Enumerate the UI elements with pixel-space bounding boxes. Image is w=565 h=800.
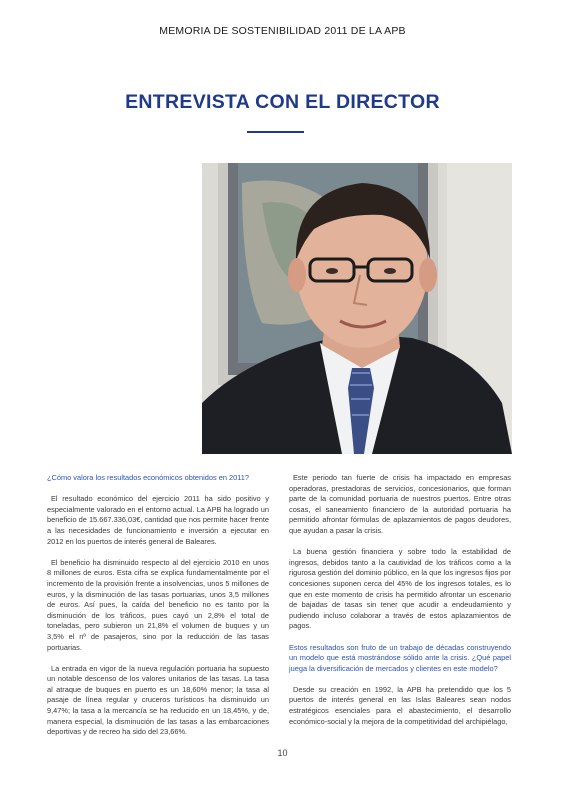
paragraph-crisis-impact: Este periodo tan fuerte de crisis ha impactado en empresas operadoras, prestadoras de servicios, concesionarios, que forman parte de la comunidad portuaria de nuestros puertos. Entre otras cosas, el saneamiento financiero de la autoridad portuaria ha permitido afrontar fórmulas de aplazamientos de pagos deudores, que ayudan a pasar la crisis. xyxy=(289,473,511,535)
paragraph-profit-decrease: El beneficio ha disminuido respecto al del ejercicio 2010 en unos 8 millones de euros. Esta cifra se explica fundamentalmente por el incremento de la provisión frente a insolvencias, unos 5 millones de euros, y la disminución de las tasas portuarias, unos 3,5 millones de euros. Así pues, la caída del beneficio no es tanto por la disminución de los tráficos, pues cayó un 2,8% el total de toneladas, pero subieron un 21,8% el volumen de buques y un 3,5% el nº de pasajeros, sino por la reducción de las tasas portuarias. xyxy=(47,557,269,652)
paragraph-financial-management: La buena gestión financiera y sobre todo la estabilidad de ingresos, debidos tanto a la cautividad de los tráficos como a la rigurosa gestión del dominio público, en la que los ingresos fijos por concesiones suponen cerca del 45% de los ingresos totales, es lo que en este momento de crisis ha permitido afrontar un escenario de bajadas de tasas sin tener que acudir a endeudamiento y pudiendo incluso colaborar a través de estos aplazamientos de pagos. xyxy=(289,547,511,631)
portrait-photo-illustration xyxy=(202,163,512,454)
right-text-column xyxy=(289,473,511,738)
left-text-column xyxy=(47,473,269,748)
title-underline xyxy=(247,131,304,133)
paragraph-new-regulation: La entrada en vigor de la nueva regulación portuaria ha supuesto un notable descenso de los valores unitarios de las tasas. La tasa al atraque de buques en puerto es un 18,60% menor; la tasa al pasaje de línea regular y cruceros turísticos ha disminuido un 9,47%; la tasa a la mercancía se ha reducido en un 18,45%, y de, manera especial, la disminución de las tasas a las embarcaciones deportivas y de recreo ha sido del 23,66%. xyxy=(47,663,269,737)
page-title: ENTREVISTA CON EL DIRECTOR xyxy=(125,91,440,113)
question-market-diversification: Estos resultados son fruto de un trabajo de décadas construyendo un modelo que está mostrándose sólido ante la crisis. ¿Qué papel juega la diversificación de mercados y clientes en este modelo? xyxy=(289,642,511,673)
paragraph-economic-result: El resultado económico del ejercicio 2011 ha sido positivo y especialmente valorado en el entorno actual. La APB ha logrado un beneficio de 15.667.336,03€, cantidad que nos permite hacer frente a las necesidades de funcionamiento e inversión a ejecutar en 2012 en los puertos de interés general de Baleares. xyxy=(47,494,269,546)
page-header: MEMORIA DE SOSTENIBILIDAD 2011 DE LA APB xyxy=(159,25,406,37)
director-portrait-photo xyxy=(202,163,512,454)
page-number: 10 xyxy=(277,748,288,758)
paragraph-apb-creation: Desde su creación en 1992, la APB ha pretendido que los 5 puertos de interés general en las Islas Baleares sean nodos estratégicos esenciales para el abastecimiento, el desarrollo económico-social y la mejora de la competitividad del archipiélago, xyxy=(289,684,511,726)
question-results-2011: ¿Cómo valora los resultados económicos obtenidos en 2011? xyxy=(47,473,249,482)
